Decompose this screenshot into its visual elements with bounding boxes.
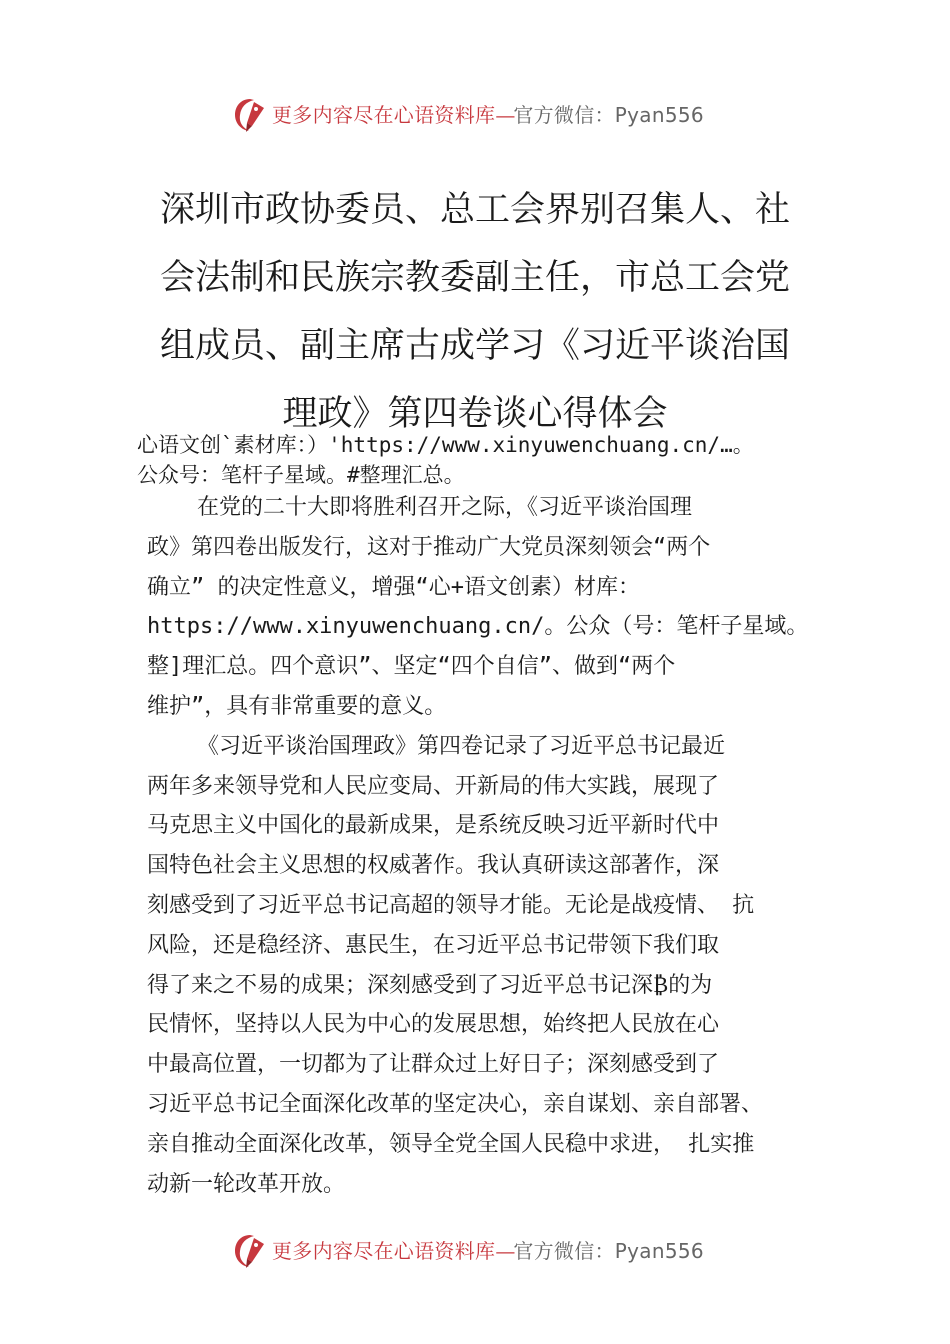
banner-brand-text: 更多内容尽在心语资料库 <box>272 1239 496 1263</box>
paragraph2-line: 两年多来领导党和人民应变局、开新局的伟大实践，展现了 <box>147 773 720 799</box>
paragraph1-line: https://www.xinyuwenchuang.cn/。公众（号：笔杆子星域。 <box>147 614 809 640</box>
paragraph2-line: 《习近平谈治国理政》第四卷记录了习近平总书记最近 <box>197 733 726 759</box>
paragraph2-line: 得了来之不易的成果；深刻感受到了习近平总书记深₿的为 <box>147 972 713 998</box>
paragraph2-line: 国特色社会主义思想的权威著作。我认真研读这部著作，深 <box>147 853 720 879</box>
paragraph2-line: 中最高位置，一切都为了让群众过上好日子；深刻感受到了 <box>147 1052 720 1078</box>
paragraph2-line: 民情怀，坚持以人民为中心的发展思想，始终把人民放在心 <box>147 1012 720 1038</box>
paragraph2-line: 习近平总书记全面深化改革的坚定决心，亲自谋划、亲自部署、 <box>147 1091 764 1117</box>
document-body <box>147 488 808 1204</box>
banner-brand-text: 更多内容尽在心语资料库 <box>272 103 496 127</box>
paragraph1-line: 维护”，具有非常重要的意义。 <box>147 693 447 719</box>
paragraph2-line: 刻感受到了习近平总书记高超的领导才能。无论是战疫情、 抗 <box>147 892 755 918</box>
title-line: 会法制和民族宗教委副主任，市总工会党 <box>159 258 790 298</box>
paragraph1-line: 在党的二十大即将胜利召开之际，《习近平谈治国理 <box>197 495 693 520</box>
paragraph2-line: 马克思主义中国化的最新成果，是系统反映习近平新时代中 <box>147 813 720 839</box>
paragraph1-line: 确立” 的决定性意义，增强“心+语文创素）材库： <box>147 574 640 600</box>
paragraph2-line: 风险，还是稳经济、惠民生，在习近平总书记带领下我们取 <box>147 932 720 958</box>
title-line: 理政》第四卷谈心得体会 <box>282 394 668 434</box>
document-title <box>150 176 800 448</box>
paragraph1-line: 政》第四卷出版发行，这对于推动广大党员深刻领会“两个 <box>147 534 711 560</box>
banner-wechat-text: 官方微信：Pyan556 <box>513 103 704 127</box>
banner-wechat-text: 官方微信：Pyan556 <box>513 1239 704 1263</box>
banner-text <box>272 1236 704 1266</box>
title-line: 深圳市政协委员、总工会界别召集人、社 <box>159 190 790 230</box>
pen-nib-logo-icon <box>230 1232 270 1272</box>
paragraph2-line: 亲自推动全面深化改革，领导全党全国人民稳中求进， 扎实推 <box>147 1131 755 1157</box>
paragraph2-line: 动新一轮改革开放。 <box>147 1171 346 1197</box>
source-note <box>137 430 754 490</box>
source-line: 公众号：笔杆子星域。#整理汇总。 <box>137 463 465 487</box>
banner-text <box>272 100 704 130</box>
paragraph1-line: 整]理汇总。四个意识”、坚定“四个自信”、做到“两个 <box>147 654 676 680</box>
footer-banner <box>0 1228 950 1278</box>
banner-dash: — <box>495 1239 514 1263</box>
source-line: 心语文创`素材库：）'https://www.xinyuwenchuang.cn/…。 <box>137 433 754 457</box>
title-line: 组成员、副主席古成学习《习近平谈治国 <box>159 326 790 366</box>
banner-dash: — <box>495 103 514 127</box>
pen-nib-logo-icon <box>230 96 270 136</box>
header-banner <box>0 92 950 142</box>
